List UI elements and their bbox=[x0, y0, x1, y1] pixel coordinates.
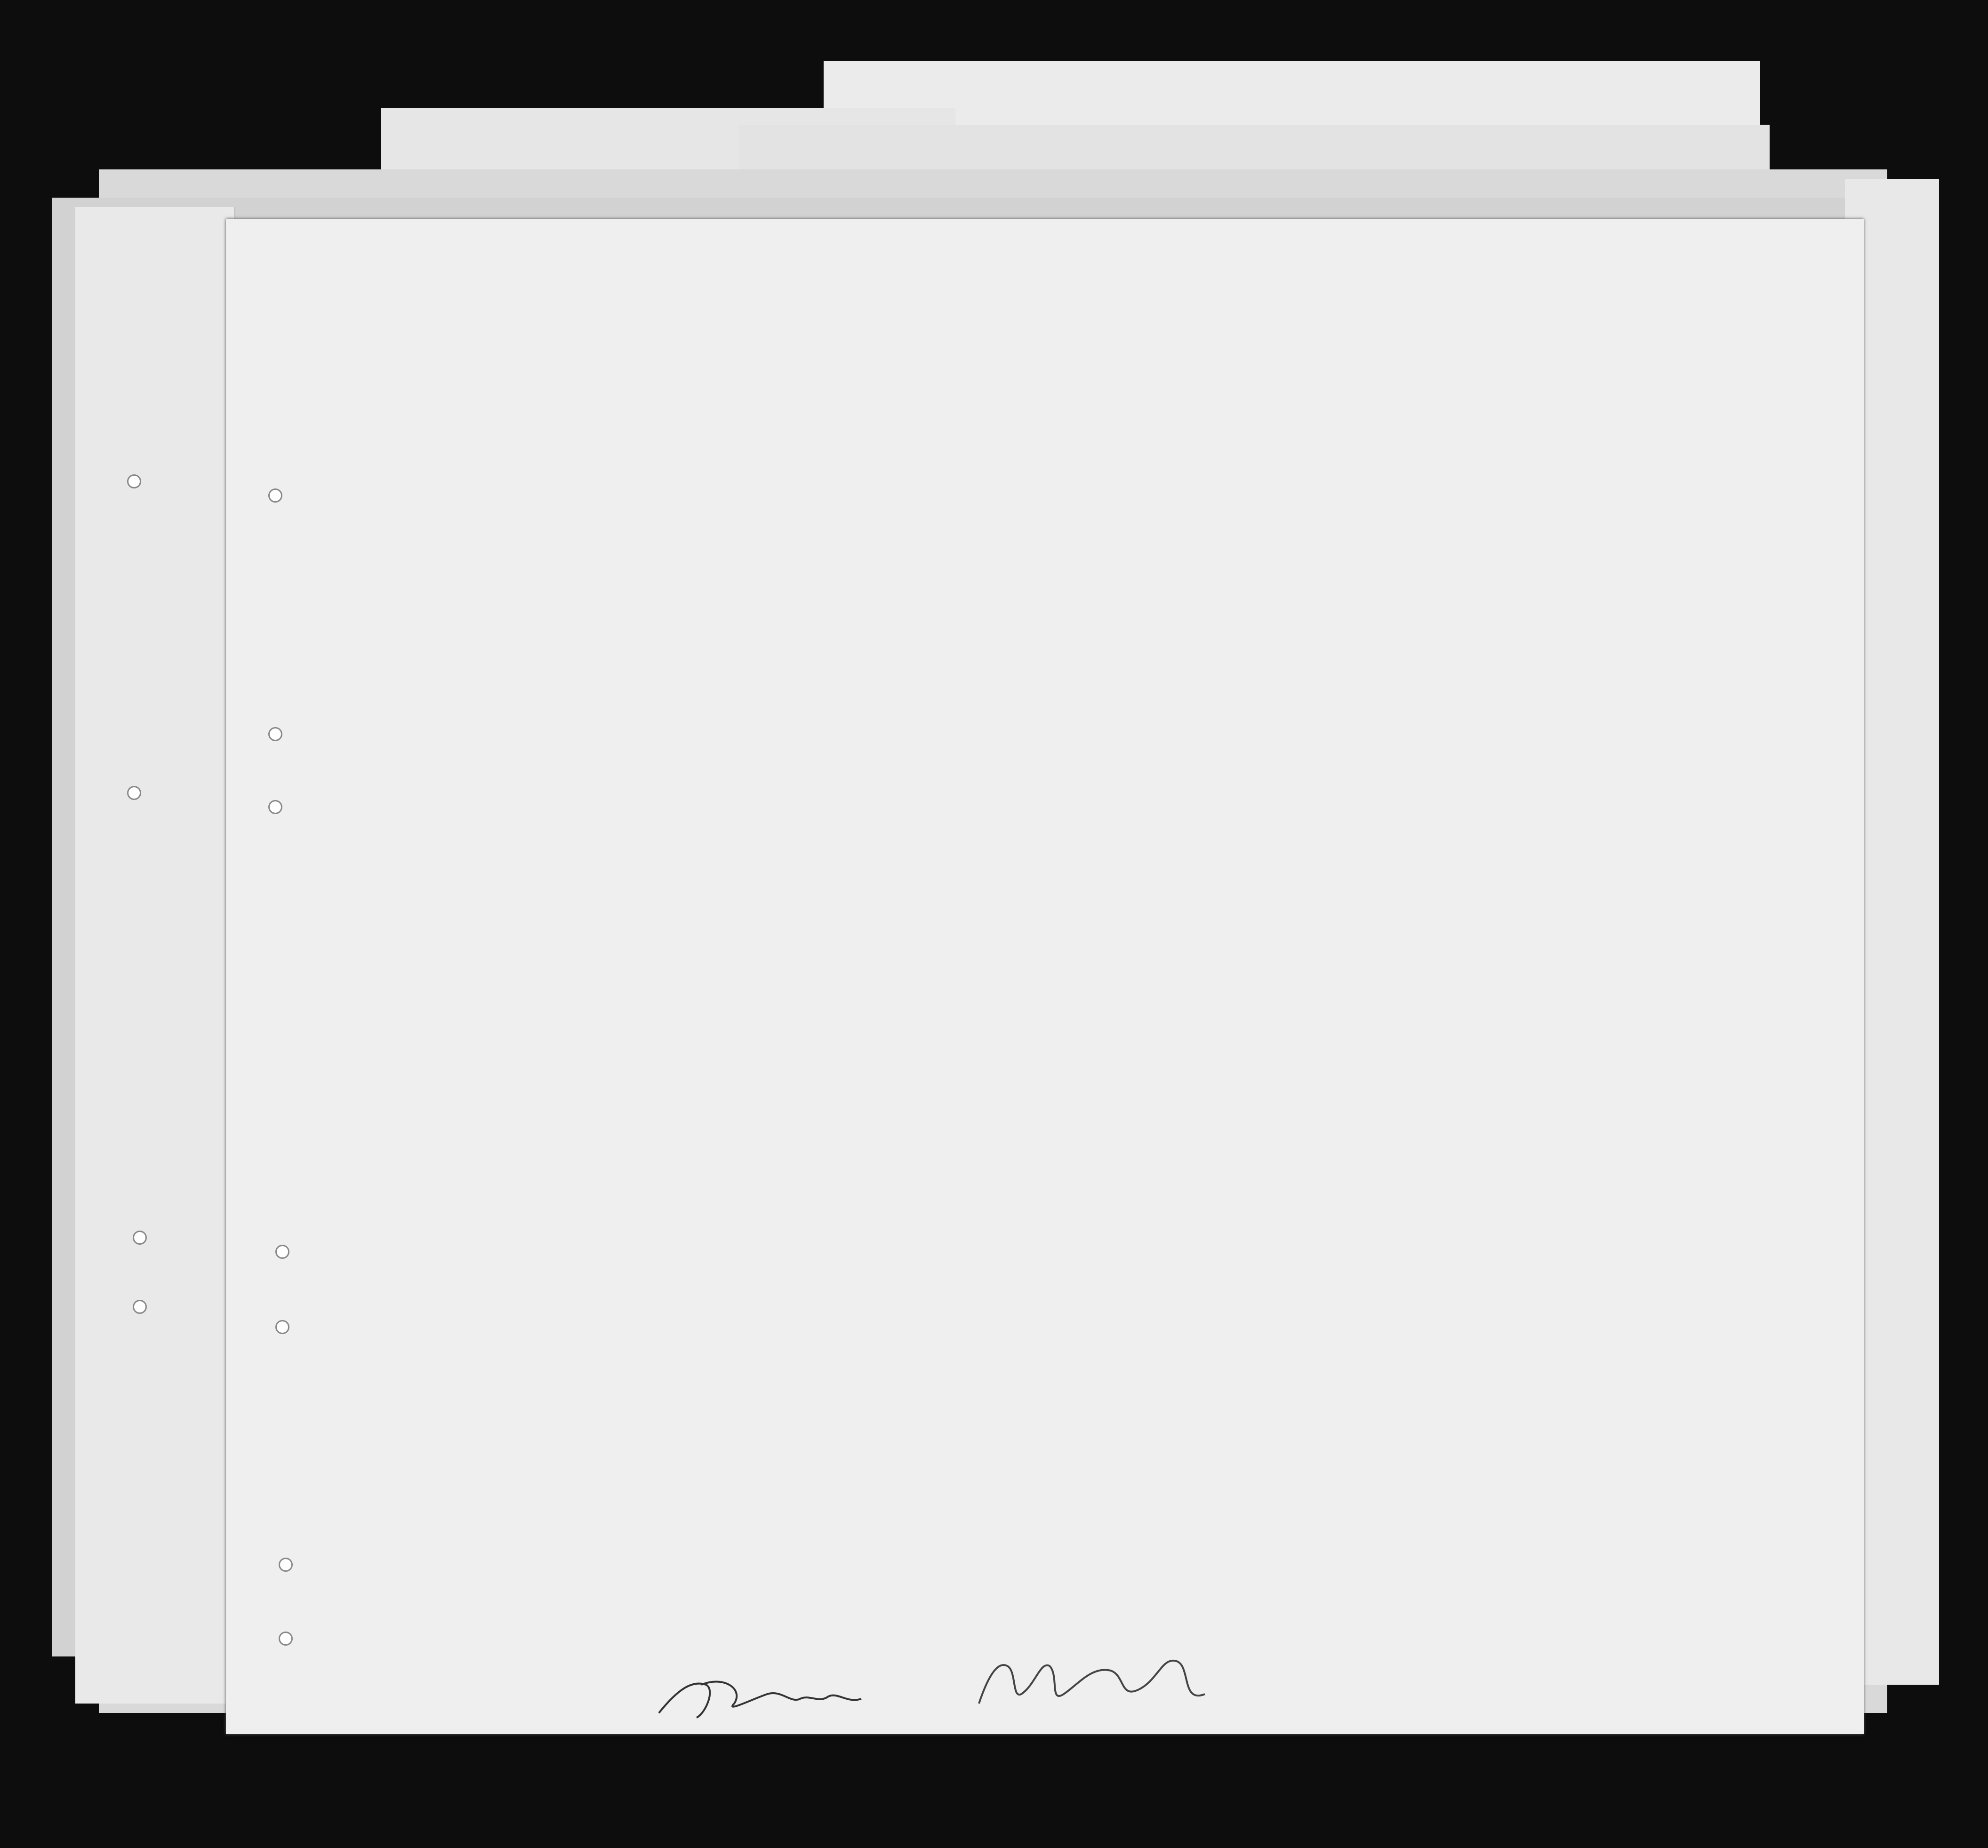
binder-hole bbox=[127, 474, 141, 488]
binder-hole bbox=[275, 1245, 289, 1259]
binder-hole bbox=[127, 786, 141, 800]
binder-hole bbox=[268, 727, 282, 741]
binder-hole bbox=[268, 488, 282, 503]
binder-hole bbox=[279, 1558, 293, 1572]
purser-signature bbox=[649, 1671, 875, 1727]
binder-hole bbox=[133, 1231, 147, 1245]
binder-hole bbox=[279, 1632, 293, 1646]
inspector-signature bbox=[970, 1647, 1224, 1722]
binder-hole bbox=[268, 800, 282, 814]
binder-hole bbox=[275, 1320, 289, 1334]
binder-hole bbox=[133, 1300, 147, 1314]
